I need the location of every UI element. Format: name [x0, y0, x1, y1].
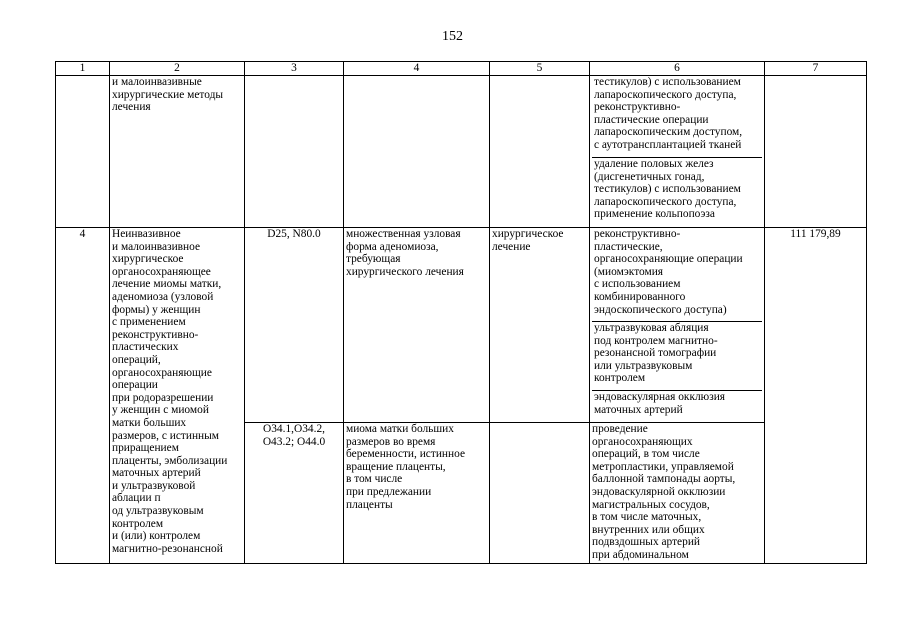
- condition-cell: [344, 76, 490, 228]
- method-item: реконструктивно- пластические, органосохраняющие операции (миомэктомия с использованием комбинированного эндоскопического доступа): [592, 228, 762, 322]
- price-cell: 111 179,89: [765, 228, 867, 564]
- header-cell: 3: [245, 62, 344, 76]
- page-number: 152: [442, 29, 463, 44]
- condition-cell: миома матки больших размеров во время беременности, истинное вращение плаценты, в том числе при предлежании плаценты: [344, 423, 490, 564]
- header-cell: 7: [765, 62, 867, 76]
- row-number-cell: [56, 76, 110, 228]
- row-number-cell: 4: [56, 228, 110, 564]
- table-row-continuation: [56, 76, 867, 228]
- methods-cell: [590, 228, 765, 423]
- header-cell: 6: [590, 62, 765, 76]
- header-cell: 2: [110, 62, 245, 76]
- treatment-cell: [490, 423, 590, 564]
- header-cell: 4: [344, 62, 490, 76]
- treatment-type-cell: и малоинвазивные хирургические методы лечения: [110, 76, 245, 228]
- codes-cell: [245, 76, 344, 228]
- method-item: эндоваскулярная окклюзия маточных артерий: [594, 391, 726, 416]
- codes-cell: D25, N80.0: [245, 228, 344, 423]
- treatment-cell: [490, 76, 590, 228]
- table-row: [56, 228, 867, 423]
- medical-care-table: [55, 61, 867, 564]
- method-item: удаление половых желез (дисгенетичных гонад, тестикулов) с использованием лапароскопического доступа, применение кольпопоэза: [594, 158, 741, 221]
- method-item: тестикулов) с использованием лапароскопического доступа, реконструктивно- пластические операции лапароскопическим доступом, с аутотрансплантацией тканей: [592, 76, 762, 158]
- treatment-cell: хирургическое лечение: [490, 228, 590, 423]
- methods-cell: [590, 76, 765, 228]
- method-item: ультразвуковая абляция под контролем магнитно- резонансной томографии или ультразвуковым контролем: [592, 322, 762, 391]
- treatment-type-cell: Неинвазивное и малоинвазивное хирургическое органосохраняющее лечение миомы матки, аденомиоза (узловой формы) у женщин с применением реконструктивно- пластических операций, органосохраняющие операции при родоразрешении у женщин с миомой матки больших размеров, с истинным приращением плаценты, эмболизации маточных артерий и ультразвуковой аблации п од ультразвуковым контролем и (или) контролем магнитно-резонансной: [110, 228, 245, 564]
- methods-cell: проведение органосохраняющих операций, в том числе метропластики, управляемой баллонной тампонады аорты, эндоваскулярной окклюзии магистральных сосудов, в том числе маточных, внутренних или общих подвздошных артерий при абдоминальном: [590, 423, 765, 564]
- price-cell: [765, 76, 867, 228]
- codes-cell: O34.1,O34.2, O43.2; O44.0: [245, 423, 344, 564]
- header-cell: 1: [56, 62, 110, 76]
- condition-cell: множественная узловая форма аденомиоза, требующая хирургического лечения: [344, 228, 490, 423]
- header-cell: 5: [490, 62, 590, 76]
- header-row: [56, 62, 867, 76]
